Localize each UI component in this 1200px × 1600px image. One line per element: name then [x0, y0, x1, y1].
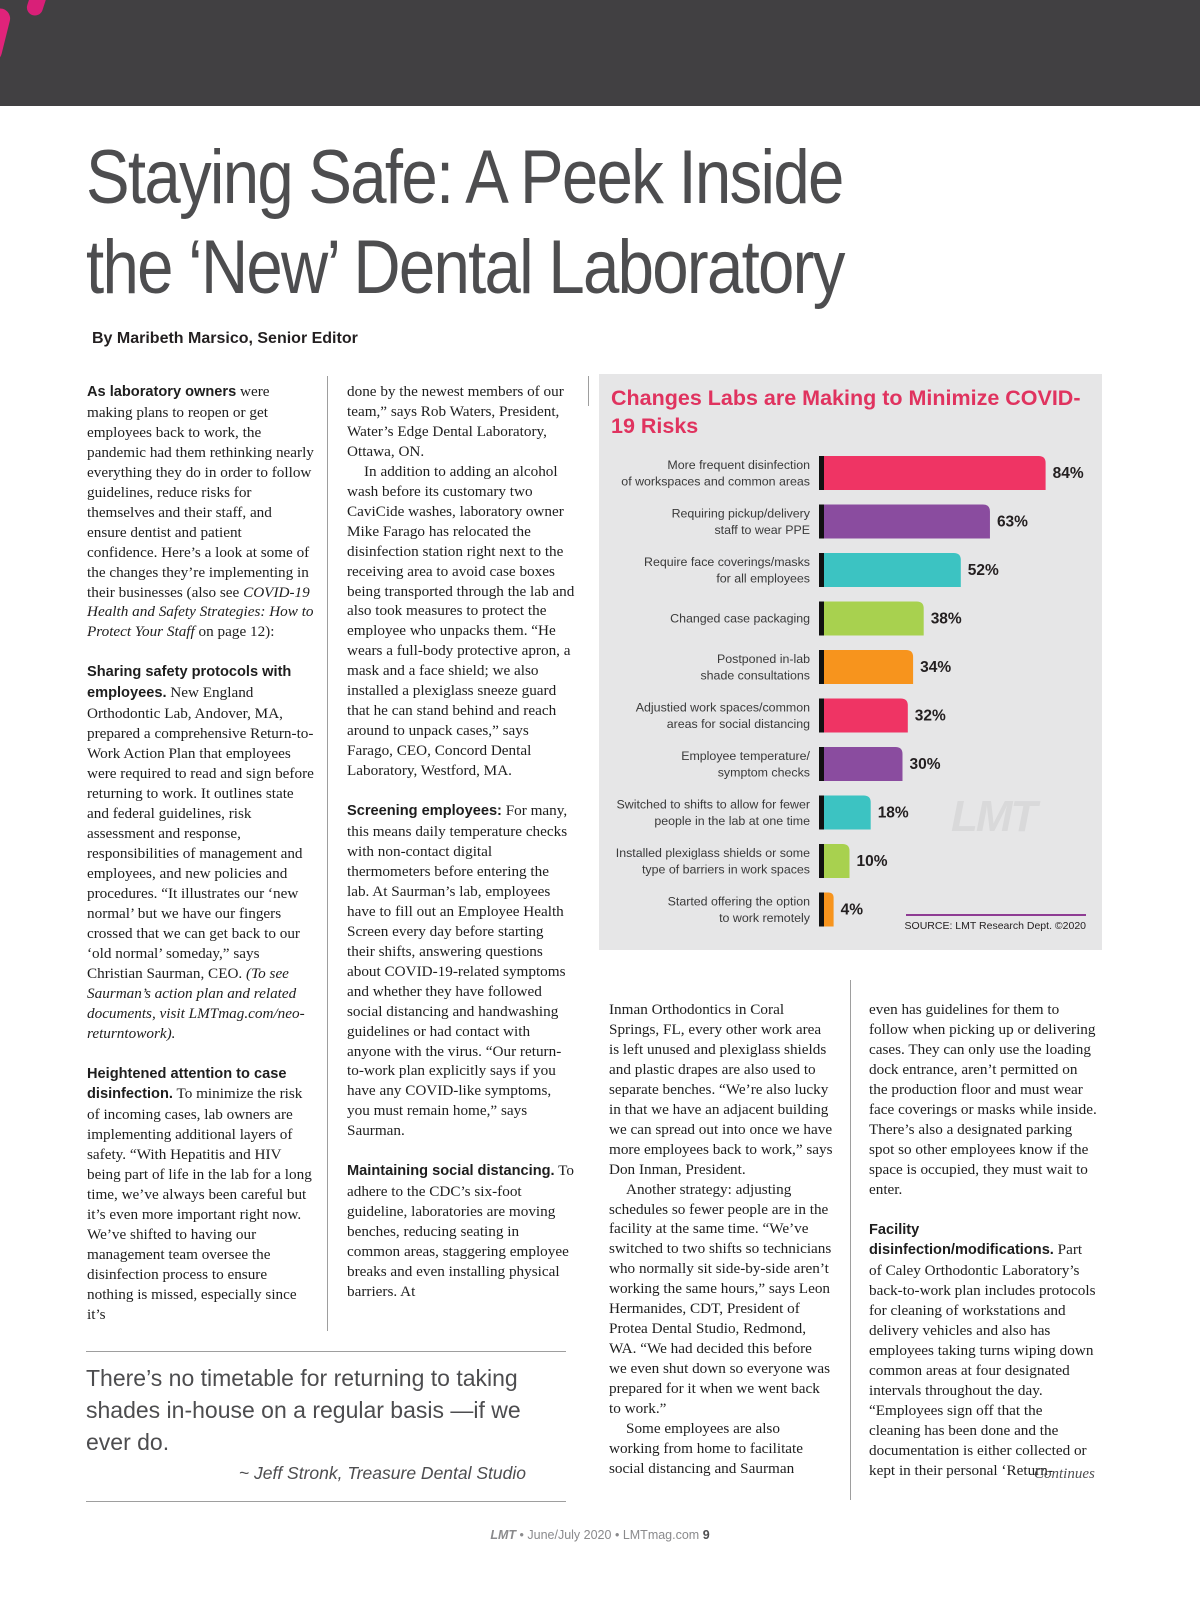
bar-tick — [819, 796, 824, 830]
column-rule-3 — [850, 980, 851, 1500]
pullquote-top-rule — [86, 1351, 566, 1352]
chart-bar — [823, 844, 850, 878]
sharing-text: New England Orthodontic Lab, Andover, MA, prepared a comprehensive Return-to-Work Action Plan that employees were required to read and sign before returning to work. It outlines state and federal guidelines, risk assessment and response, responsibilities of management and employees, and new policies and procedures. “It illustrates our ‘new normal’ but we have our fingers crossed that we can get back to our ‘old normal’ someday,” says Christian Saurman, CEO. — [87, 684, 314, 982]
bar-tick — [819, 602, 824, 636]
heightened-lead: Heightened attention to case disinfection. — [87, 1065, 287, 1103]
column-rule-2 — [588, 376, 589, 406]
sharing-paragraph — [87, 662, 315, 1043]
sharing-reference: (To see Saurman’s action plan and related documents, visit LMTmag.com/neo-returntowork). — [87, 964, 305, 1042]
footer-issue: June/July 2020 — [527, 1528, 612, 1542]
page-number: 9 — [702, 1528, 710, 1542]
intro-text: were making plans to reopen or get employees back to work, the pandemic had them rethinking nearly everything they do in order to follow guidelines, reduce risks for themselves and their staff, and ensure dentist and patient confidence. Here’s a look at some of the changes they’re implementing in their businesses (also see — [87, 383, 314, 601]
bar-value-label: 30% — [909, 756, 941, 773]
col2-paragraph-2: In addition to adding an alcohol wash before its customary two CaviCide washes, laboratory owner Mike Farago has relocated the disinfection station right next to the receiving area to avoid case boxes being transported through the lab and also took measures to protect the employee who unpacks them. “He wears a full-body protective apron, a mask and a face shield; we also installed a plexiglass sneeze guard that he can stand behind and reach around to unpack cases,” says Farago, CEO, Concord Dental Laboratory, Westford, MA. — [347, 462, 575, 780]
chart-bar — [823, 456, 1046, 490]
chart-bar — [823, 699, 908, 733]
bar-tick — [819, 456, 824, 490]
category-label: Started offering the option — [667, 894, 810, 909]
facility-paragraph — [869, 1220, 1097, 1481]
pull-quote: There’s no timetable for returning to taking shades in-house on a regular basis —if we ever do. — [86, 1365, 521, 1455]
chart-source: SOURCE: LMT Research Dept. ©2020 — [904, 920, 1086, 932]
pullquote-bottom-rule — [86, 1501, 566, 1502]
headline-line-2: the ‘New’ Dental Laboratory — [86, 225, 844, 310]
category-label: Postponed in-lab — [717, 652, 810, 666]
bar-tick — [819, 699, 824, 733]
bar-value-label: 4% — [840, 901, 864, 919]
screening-lead: Screening employees: — [347, 803, 502, 820]
pull-quote-attribution: ~ Jeff Stronk, Treasure Dental Studio — [238, 1463, 526, 1483]
category-label: symptom checks — [717, 765, 810, 780]
footer-separator: • — [614, 1528, 623, 1542]
chart-bar — [823, 602, 924, 636]
col4-paragraph-1: even has guidelines for them to follow when picking up or delivering cases. They can only use the loading dock entrance, aren’t permitted on the production floor and must wear face coverings or masks while inside. There’s also a designated parking spot so other employees know if the space is occupied, they must wait to enter. — [869, 1001, 1097, 1198]
headline-line-1: Staying Safe: A Peek Inside — [86, 135, 843, 220]
facility-text: Part of Caley Orthodontic Laboratory’s back-to-work plan includes protocols for cleaning of workstations and delivery vehicles and also has employees taking turns wiping down common areas at four designated intervals throughout the day. “Employees sign off that the cleaning has been done and the documentation is either collected or kept in their personal ‘Return- — [869, 1241, 1096, 1479]
chart-bar — [823, 505, 990, 539]
body-column-4 — [869, 1000, 1097, 1481]
byline: By Maribeth Marsico, Senior Editor — [92, 330, 358, 347]
col2-paragraph-1: done by the newest members of our team,” says Rob Waters, President, Water’s Edge Dental Laboratory, Ottawa, ON. — [347, 383, 564, 460]
chart-bar — [823, 893, 834, 927]
category-label: Adjustied work spaces/common — [635, 700, 810, 715]
category-label: Changed case packaging — [670, 611, 810, 626]
bar-value-label: 18% — [877, 804, 909, 822]
sharing-lead: Sharing safety protocols with employees. — [87, 664, 292, 702]
bar-tick — [819, 844, 824, 878]
col3-paragraph-2: Another strategy: adjusting schedules so fewer people are in the facility at the same time. “We’ve switched to two shifts so technicians who normally sit side-by-side aren’t working the same hours,” says Leon Hermanides, CDT, President of Protea Dental Studio, Redmond, WA. “We had decided this before we even shut down so everyone was prepared for it when we went back to work.” — [609, 1180, 832, 1418]
body-column-1 — [87, 382, 315, 1325]
category-label: Installed plexiglass shields or some — [615, 846, 810, 860]
source-rule — [906, 914, 1086, 916]
bar-value-label: 10% — [856, 853, 888, 870]
chart-title: Changes Labs are Making to Minimize COVID-19 Risks — [611, 386, 1081, 438]
category-label: areas for social distancing — [666, 717, 810, 731]
bar-tick — [819, 650, 824, 684]
intro-paragraph — [87, 382, 315, 642]
heightened-paragraph — [87, 1064, 315, 1325]
article-headline — [86, 133, 946, 313]
bar-value-label: 63% — [996, 513, 1028, 531]
covid-changes-chart — [599, 374, 1102, 950]
category-label: of workspaces and common areas — [621, 474, 810, 489]
col3-paragraph-3: Some employees are also working from home to facilitate social distancing and Saurman — [609, 1420, 804, 1477]
top-banner — [0, 0, 1200, 106]
category-label: type of barriers in work spaces — [641, 862, 810, 877]
screening-paragraph — [347, 801, 575, 1141]
category-label: for all employees — [716, 571, 810, 586]
footer-separator: • — [519, 1528, 528, 1542]
bar-tick — [819, 893, 824, 927]
chart-bar — [823, 747, 903, 781]
bar-value-label: 38% — [930, 610, 962, 628]
intro-lead: As laboratory owners — [87, 384, 237, 400]
footer-logo: LMT — [490, 1528, 517, 1542]
page-footer — [0, 1528, 1200, 1542]
footer-site: LMTmag.com — [622, 1528, 700, 1542]
intro-end: on page 12): — [194, 623, 275, 641]
category-label: to work remotely — [719, 911, 810, 925]
bar-value-label: 52% — [967, 562, 999, 579]
category-label: Require face coverings/masks — [644, 555, 810, 569]
chart-bar — [823, 796, 871, 830]
column-rule-1 — [327, 376, 328, 1331]
category-label: shade consultations — [700, 668, 810, 683]
lmt-watermark-logo: LMT — [951, 792, 1036, 841]
bar-tick — [819, 553, 824, 587]
body-column-2 — [347, 382, 575, 1302]
chart-bar — [823, 553, 961, 587]
maintaining-lead: Maintaining social distancing. — [347, 1163, 555, 1180]
chart-plot — [599, 374, 1102, 950]
facility-lead: Facility disinfection/modifications. — [869, 1221, 1054, 1259]
category-label: Switched to shifts to allow for fewer — [616, 797, 810, 812]
continues-label: Continues — [1034, 1466, 1095, 1482]
heightened-text: To minimize the risk of incoming cases, lab owners are implementing additional layers of safety. “With Hepatitis and HIV being part of life in the lab for a long time, we’ve always been careful but it’s even more important right now. We’ve shifted to having our management team oversee the disinfection process to ensure nothing is missed, especially since it’s — [87, 1085, 312, 1323]
magenta-brush-mark — [0, 6, 12, 63]
bar-tick — [819, 505, 824, 539]
chart-bar — [823, 650, 913, 684]
bar-value-label: 84% — [1052, 465, 1084, 482]
body-column-3 — [609, 1000, 833, 1479]
magenta-brush-mark-small — [25, 0, 51, 18]
bar-value-label: 34% — [920, 659, 952, 676]
category-label: staff to wear PPE — [714, 523, 810, 537]
category-label: Requiring pickup/delivery — [671, 506, 810, 521]
intro-reference: COVID-19 Health and Safety Strategies: How to Protect Your Staff — [87, 583, 314, 641]
bar-value-label: 32% — [914, 707, 946, 725]
category-label: people in the lab at one time — [654, 814, 810, 828]
col3-paragraph-1: Inman Orthodontics in Coral Springs, FL, every other work area is left unused and plexiglass shields and plastic drapes are also used to separate benches. “We’re also lucky in that we have an adjacent building we can spread out into once we have more employees back to work,” says Don Inman, President. — [609, 1001, 833, 1178]
bar-tick — [819, 747, 824, 781]
screening-text: For many, this means daily temperature checks with non-contact digital thermometers before entering the lab. At Saurman’s lab, employees have to fill out an Employee Health Screen every day before starting their shifts, answering questions about COVID-19-related symptoms and whether they have followed social distancing and handwashing guidelines or had contact with anyone with the virus. “Our return-to-work plan explicitly says if you have any COVID-like symptoms, you must remain home,” says Saurman. — [347, 802, 568, 1140]
category-label: Employee temperature/ — [681, 749, 810, 763]
maintaining-paragraph — [347, 1161, 575, 1302]
category-label: More frequent disinfection — [667, 458, 810, 472]
maintaining-text: To adhere to the CDC’s six-foot guideline, laboratories are moving benches, reducing seating in common areas, staggering employee breaks and even installing physical barriers. At — [347, 1162, 574, 1300]
